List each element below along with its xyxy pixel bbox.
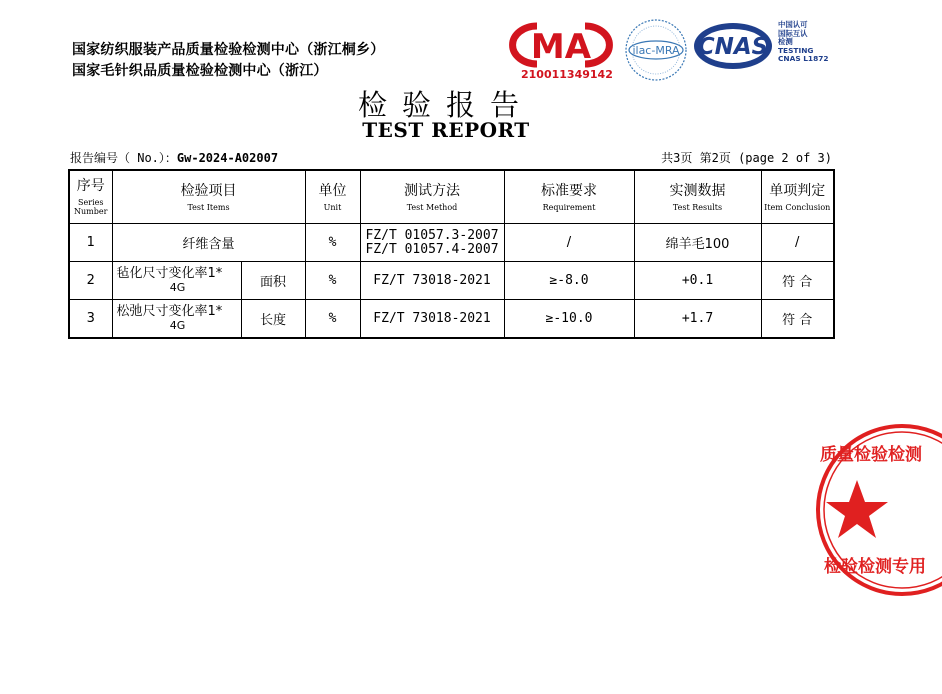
header-test-method [360,170,504,224]
cnas-caption-line: CNAS L1872 [778,54,829,64]
item-name: 松弛尺寸变化率1* [116,303,223,319]
header-cn: 标准要求 [541,182,597,199]
method-line: FZ/T 01057.3-2007 [365,227,499,243]
item-sub: 4G [169,318,186,332]
cell-result: 绵羊毛100 [634,224,761,262]
cnas-caption-line: 中国认可 [778,20,808,29]
cnas-text: CNAS [697,34,769,60]
cell-unit: % [305,224,360,262]
header-item-conclusion [761,170,834,224]
header-test-items [112,170,305,224]
official-seal [812,420,942,620]
table-row [69,224,834,262]
org-name-line2: 国家毛针织品质量检验检测中心（浙江） [72,63,328,79]
table-row [69,300,834,339]
cell-unit: % [305,262,360,300]
cell-result: +1.7 [634,300,761,339]
seal-bottom-text: 检验检测专用 [824,557,926,577]
report-title-cn: 检验报告 [357,88,534,122]
cell-requirement: ≥-8.0 [504,262,634,300]
cnas-logo [692,21,774,71]
cnas-caption-line: 检测 [778,37,793,47]
report-number-value: Gw-2024-A02007 [176,151,279,165]
page-info: 共3页 第2页 (page 2 of 3) [661,151,832,165]
results-table [68,169,835,339]
ma-text: MA [530,27,592,67]
cell-conclusion: 符 合 [761,300,834,339]
cell-requirement: ≥-10.0 [504,300,634,339]
header-en: Series Number [74,198,108,216]
cell-method [360,224,504,262]
header-unit [305,170,360,224]
header-cn: 实测数据 [669,182,726,199]
header-cn: 序号 [76,178,105,194]
cell-part: 面积 [241,262,305,300]
ilac-text: ilac-MRA [632,44,680,57]
cell-number: 3 [69,300,112,339]
header-en: Item Conclusion [764,202,831,212]
cell-unit: % [305,300,360,339]
org-name-line1: 国家纺织服装产品质量检验检测中心（浙江桐乡） [72,42,385,58]
cell-requirement: / [504,224,634,262]
header-en: Unit [323,202,342,212]
cell-result: +0.1 [634,262,761,300]
cell-test-item [112,300,241,339]
header-requirement [504,170,634,224]
item-sub: 4G [169,280,186,294]
header-en: Requirement [542,202,596,212]
cell-conclusion: / [761,224,834,262]
cell-conclusion: 符 合 [761,262,834,300]
cell-test-item [112,262,241,300]
cell-number: 1 [69,224,112,262]
cell-method: FZ/T 73018-2021 [360,300,504,339]
cell-number: 2 [69,262,112,300]
table-header-row [69,170,834,224]
cnas-caption-line: 国际互认 [778,28,808,38]
ilac-mra-logo [621,17,691,83]
header-en: Test Results [672,202,723,212]
header-series-number [69,170,112,224]
ma-number: 210011349142 [521,68,613,81]
table-row [69,262,834,300]
cnas-caption-line: TESTING [778,45,814,55]
seal-top-text: 质量检验检测 [820,445,922,465]
header-cn: 单项判定 [769,182,826,199]
cell-test-item: 纤维含量 [112,224,305,262]
item-name: 毡化尺寸变化率1* [116,265,223,281]
header-cn: 测试方法 [404,182,460,199]
header-en: Test Items [187,202,230,212]
header-cn: 检验项目 [180,182,237,199]
cnas-caption [778,21,848,64]
report-title-en: TEST REPORT [362,118,530,142]
report-number-label: 报告编号（ No.）： [70,151,177,165]
header-cn: 单位 [318,182,347,199]
header-en: Test Method [406,202,458,212]
cell-method: FZ/T 73018-2021 [360,262,504,300]
header-test-results [634,170,761,224]
star-icon [826,480,888,538]
cell-part: 长度 [241,300,305,339]
report-number [70,149,278,166]
method-line: FZ/T 01057.4-2007 [365,241,499,257]
